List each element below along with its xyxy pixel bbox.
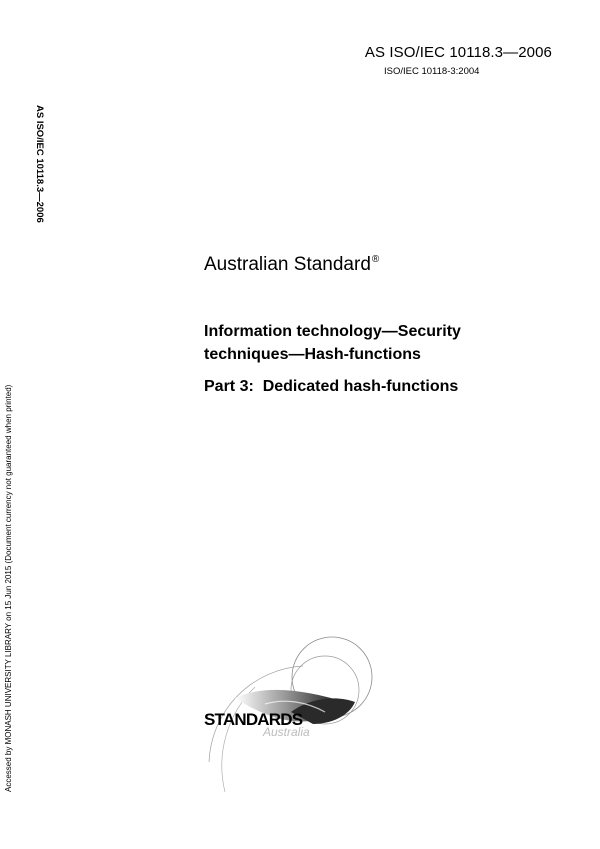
brand-name: Australian Standard (204, 254, 371, 275)
spine-label: AS ISO/IEC 10118.3—2006 (34, 105, 45, 223)
brand-title (204, 254, 379, 276)
logo-standards-wordmark: STANDARDS (204, 710, 303, 729)
document-title-line-1: Information technology—Security (204, 323, 461, 340)
document-title-line-2: techniques—Hash-functions (204, 346, 421, 363)
iso-number: ISO/IEC 10118-3:2004 (384, 66, 480, 77)
standard-number: AS ISO/IEC 10118.3—2006 (364, 44, 552, 61)
registered-mark: ® (371, 254, 380, 265)
part-title: Part 3: Dedicated hash-functions (204, 378, 459, 395)
access-notice: Accessed by MONASH UNIVERSITY LIBRARY on 15 Jun 2015 (Document currency not guaranteed when printed) (4, 384, 13, 792)
logo-australia-wordmark: Australia (263, 725, 310, 739)
